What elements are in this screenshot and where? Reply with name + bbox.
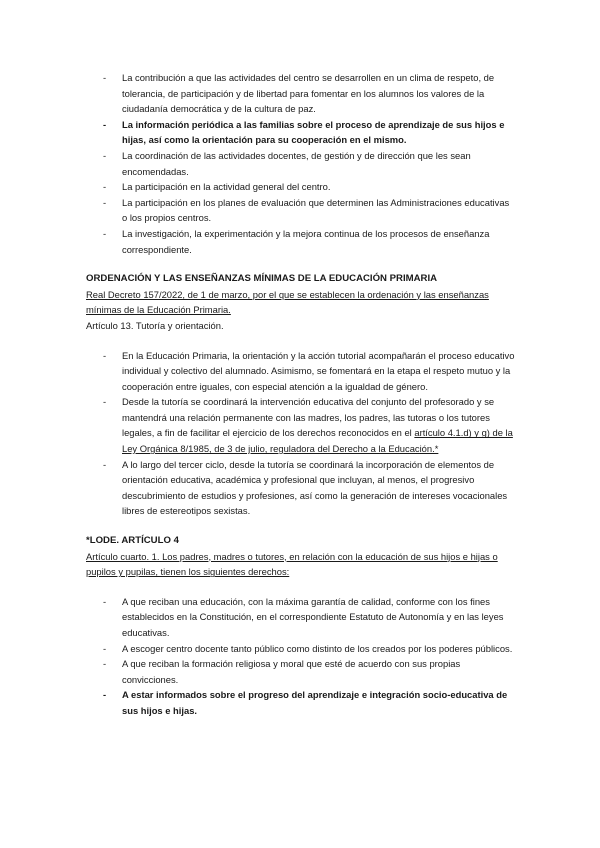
article-reference: Artículo cuarto. 1. Los padres, madres o tutores, en relación con la educación de sus hijos e hijas o pupilos y pupilas, tienen los siguientes derechos: — [86, 550, 498, 578]
list-item: - A escoger centro docente tanto público como distinto de los creados por los poderes públicos. — [86, 641, 516, 657]
list-item: - La contribución a que las actividades del centro se desarrollen en un clima de respeto, de tolerancia, de participación y de libertad para fomentar en los alumnos los valores de la ciudadanía democrática y de la cultura de paz. — [86, 70, 516, 117]
list-item-text: Desde la tutoría se coordinará la intervención educativa del conjunto del profesorado y se mantendrá una relación permanente con las madres, los padres, las tutoras o los tutores legales, a fin de facilitar el ejercicio de los derechos reconocidos en el — [122, 396, 495, 439]
law-link[interactable]: artículo 4.1.d) y g) de la Ley Orgánica 8/1985, de 3 de julio, reguladora del Derecho a la Educación.* — [122, 427, 513, 455]
list-item: - La investigación, la experimentación y la mejora continua de los procesos de enseñanza correspondiente. — [86, 226, 516, 257]
list-item: - La participación en la actividad general del centro. — [86, 179, 516, 195]
list-item: - En la Educación Primaria, la orientación y la acción tutorial acompañarán el proceso educativo individual y colectivo del alumnado. Asimismo, se fomentará en la etapa el respeto mutuo y la cooperación entre iguales, con especial atención a la igualdad de género. — [86, 348, 516, 395]
section-heading: ORDENACIÓN Y LAS ENSEÑANZAS MÍNIMAS DE LA EDUCACIÓN PRIMARIA — [86, 273, 438, 285]
section-heading: *LODE. ARTÍCULO 4 — [86, 535, 179, 547]
decree-reference: Real Decreto 157/2022, de 1 de marzo, por el que se establecen la ordenación y las enseñanzas mínimas de la Educación Primaria. — [86, 288, 489, 316]
list-item: - La información periódica a las familias sobre el proceso de aprendizaje de sus hijos e hijas, así como la orientación para su cooperación en el mismo. — [86, 117, 516, 148]
rights-list — [86, 594, 516, 719]
page-content — [86, 70, 516, 719]
list-item: - A lo largo del tercer ciclo, desde la tutoría se coordinará la incorporación de elementos de orientación educativa, académica y profesional que incluyan, al menos, el progresivo descubrimiento de estudios y profesiones, así como la generación de intereses vocacionales libres de estereotipos sexistas. — [86, 457, 516, 519]
list-item: - La participación en los planes de evaluación que determinen las Administraciones educativas o los propios centros. — [86, 195, 516, 226]
list-item: - A que reciban la formación religiosa y moral que esté de acuerdo con sus propias convicciones. — [86, 656, 516, 687]
list-item: - A estar informados sobre el progreso del aprendizaje e integración socio-educativa de sus hijos e hijas. — [86, 687, 516, 718]
article-title: Artículo 13. Tutoría y orientación. — [86, 319, 224, 331]
tutoring-list — [86, 348, 516, 520]
list-item: - La coordinación de las actividades docentes, de gestión y de dirección que les sean encomendadas. — [86, 148, 516, 179]
duties-list — [86, 70, 516, 257]
list-item: - A que reciban una educación, con la máxima garantía de calidad, conforme con los fines establecidos en la Constitución, en el correspondiente Estatuto de Autonomía y en las leyes educativas. — [86, 594, 516, 641]
list-item — [86, 394, 516, 456]
